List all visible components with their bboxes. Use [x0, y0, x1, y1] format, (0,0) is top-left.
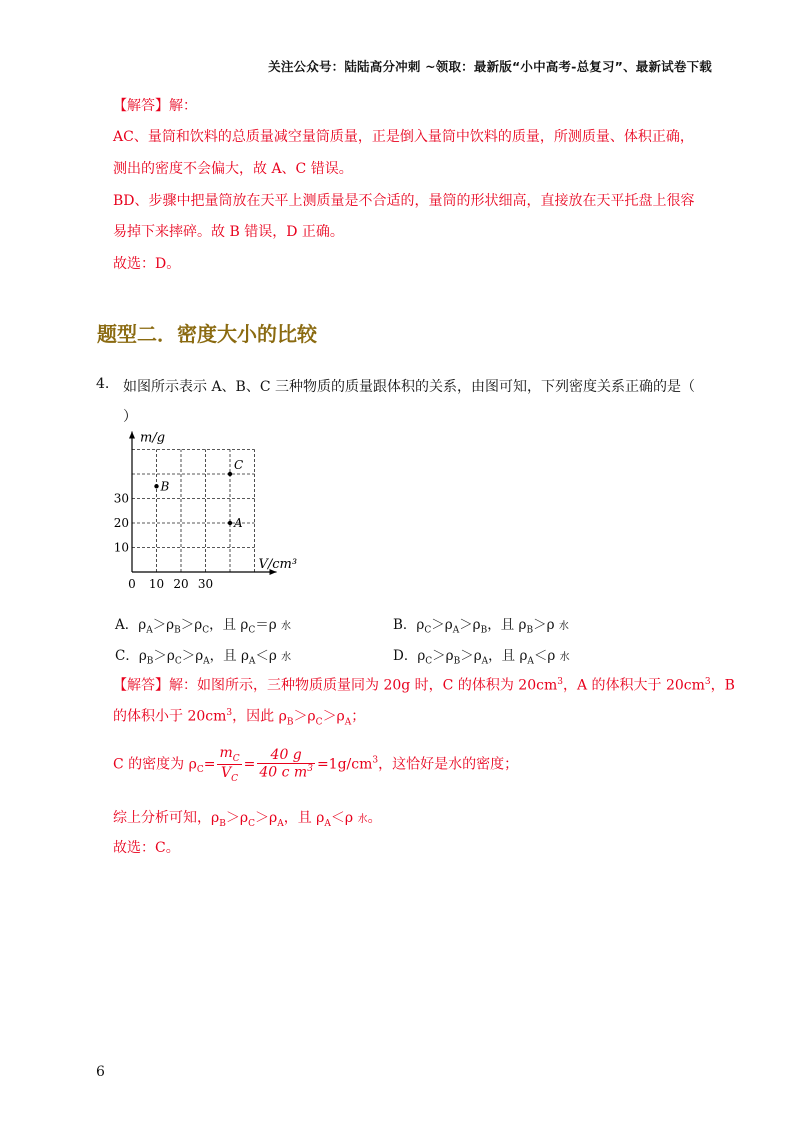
page-header: 关注公众号：陆陆高分冲刺 ~领取：最新版“小中高考-总复习”、最新试卷下载: [268, 59, 712, 74]
density-formula: C 的密度为 $\rho_C=$ $\frac{m_C}{V_C}$ = $\frac{40 g}{40 c m^3}$ $=1g/cm^3$，这恰好是水的密度；: [113, 745, 519, 784]
x-tick-label: 0: [128, 577, 136, 591]
data-point-label-a: A: [234, 516, 243, 530]
page-number: 6: [96, 1064, 105, 1080]
x-tick-label: 10: [148, 577, 165, 591]
mass-volume-chart: [110, 430, 320, 595]
x-axis-label: V/cm³: [258, 557, 298, 572]
answer2-line1: 【解答】解：如图所示，三种物质质量同为 20g 时，C 的体积为 $20cm^3$，A 的体积大于 $20cm^3$，B: [113, 677, 735, 694]
answer2-summary: 综上分析可知，$\rho_B>\rho_C>\rho_A$，且 $\rho_A<\rho$ 水。: [113, 810, 382, 829]
option-c[interactable]: C．$\rho_B>\rho_C>\rho_A$，且 $\rho_A<\rho$ 水: [115, 648, 292, 667]
fraction-mass-volume: $\frac{m_C}{V_C}$: [219, 745, 240, 784]
answer1-line3: BD、步骤中把量筒放在天平上测质量是不合适的，量筒的形状细高，直接放在天平托盘上很容: [113, 193, 695, 209]
y-tick-label: 20: [113, 516, 129, 530]
answer1-line2: 测出的密度不会偏大，故 A、C 错误。: [113, 161, 353, 177]
question-text: 如图所示表示 A、B、C 三种物质的质量跟体积的关系，由图可知，下列密度关系正确的是（: [123, 379, 696, 395]
question-close-paren: ）: [123, 409, 137, 425]
answer1-line1: AC、量筒和饮料的总质量减空量筒质量，正是倒入量筒中饮料的质量，所测质量、体积正确，: [113, 129, 694, 145]
answer2-line2: 的体积小于 $20cm^3$，因此 $\rho_B>\rho_C>\rho_A$；: [113, 708, 366, 728]
option-d[interactable]: D．$\rho_C>\rho_B>\rho_A$，且 $\rho_A<\rho$ 水: [393, 648, 570, 667]
fraction-values: $\frac{40 g}{40 c m^3}$: [259, 747, 313, 782]
y-axis-label: m/g: [140, 430, 166, 446]
answer2-tag: 【解答】: [113, 677, 169, 694]
answer1-line5: 故选：D。: [113, 256, 181, 272]
answer-jie: 解：: [169, 98, 197, 114]
y-axis-arrow: [129, 432, 135, 439]
data-point-b: [154, 484, 158, 488]
answer-tag-line: [113, 96, 197, 116]
option-a[interactable]: A．$\rho_A>\rho_B>\rho_C$，且 $\rho_C=\rho$ 水: [115, 617, 291, 636]
answer1-line4: 易掉下来摔碎。故 B 错误，D 正确。: [113, 224, 344, 240]
data-point-a: [228, 521, 232, 525]
section-title: 题型二．密度大小的比较: [97, 322, 317, 346]
answer-tag: 【解答】: [113, 98, 169, 114]
answer2-choice: 故选：C。: [113, 840, 180, 856]
y-tick-label: 10: [113, 540, 129, 555]
data-point-label-c: C: [234, 458, 244, 472]
option-b[interactable]: B．$\rho_C>\rho_A>\rho_B$，且 $\rho_B>\rho$ 水: [393, 617, 569, 636]
data-point-c: [228, 472, 232, 476]
x-tick-label: 20: [173, 577, 189, 591]
question-number: 4.: [96, 376, 110, 392]
y-tick-label: 30: [113, 491, 129, 506]
x-tick-label: 30: [197, 577, 214, 591]
data-point-label-b: B: [160, 479, 170, 494]
